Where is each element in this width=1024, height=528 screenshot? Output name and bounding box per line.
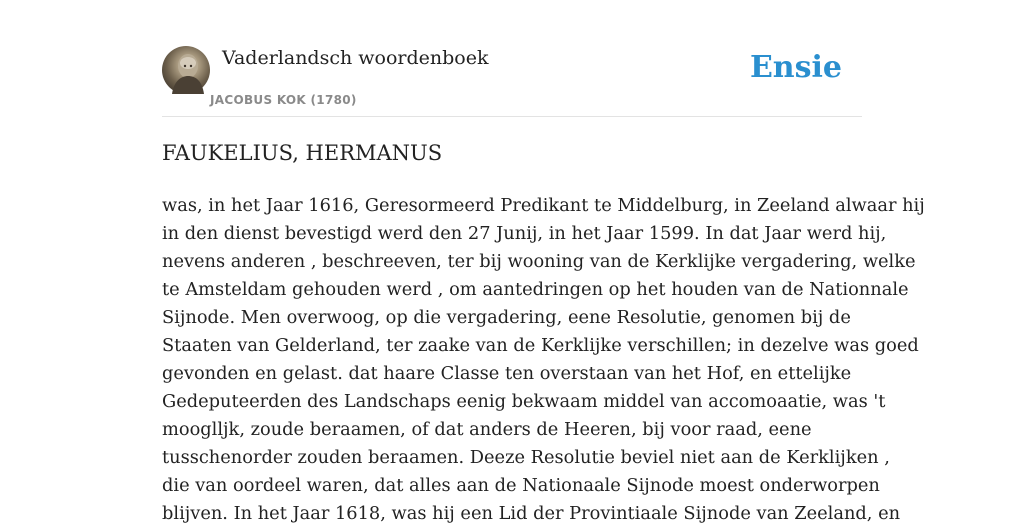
- body-line: mooglljk, zoude beraamen, of dat anders de Heeren, bij voor raad, eene: [162, 419, 812, 440]
- body-line: Sijnode. Men overwoog, op die vergadering, eene Resolutie, genomen bij de: [162, 307, 851, 328]
- author-name[interactable]: JACOBUS KOK (1780): [210, 93, 357, 107]
- body-line: nevens anderen , beschreeven, ter bij wooning van de Kerklijke vergadering, welke: [162, 251, 916, 272]
- book-title[interactable]: Vaderlandsch woordenboek: [222, 47, 489, 69]
- body-line: tusschenorder zouden beraamen. Deeze Resolutie beviel niet aan de Kerklijken ,: [162, 447, 890, 468]
- body-line: was, in het Jaar 1616, Geresormeerd Predikant te Middelburg, in Zeeland alwaar hij: [162, 195, 925, 216]
- body-line: Gedeputeerden des Landschaps eenig bekwaam middel van accomoaatie, was 't: [162, 391, 886, 412]
- body-line: die van oordeel waren, dat alles aan de Nationaale Sijnode moest onderworpen: [162, 475, 880, 496]
- body-line: Staaten van Gelderland, ter zaake van de Kerklijke verschillen; in dezelve was goed: [162, 335, 919, 356]
- author-portrait-icon: [162, 46, 210, 94]
- entry-body: [162, 192, 925, 528]
- body-line: gevonden en gelast. dat haare Classe ten overstaan van het Hof, en ettelijke: [162, 363, 852, 384]
- body-line: in den dienst bevestigd werd den 27 Junij, in het Jaar 1599. In dat Jaar werd hij,: [162, 223, 887, 244]
- body-line: blijven. In het Jaar 1618, was hij een Lid der Provintiaale Sijnode van Zeeland, en: [162, 503, 901, 524]
- header: [162, 46, 862, 117]
- author-avatar[interactable]: [162, 46, 210, 94]
- body-line: te Amsteldam gehouden werd , om aantedringen op het houden van de Nationnale: [162, 279, 909, 300]
- brand-logo[interactable]: Ensie: [749, 50, 842, 85]
- entry-title: FAUKELIUS, HERMANUS: [162, 141, 443, 165]
